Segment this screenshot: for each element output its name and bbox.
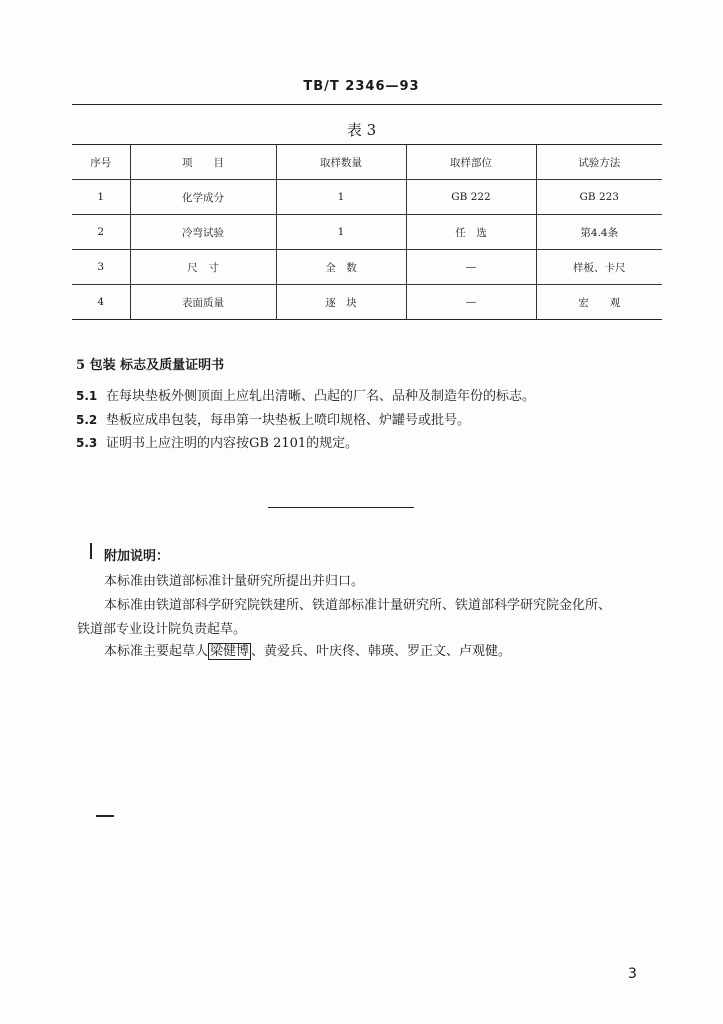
- table-cell: 1: [276, 215, 406, 250]
- clause-number: 5.3: [76, 436, 98, 450]
- drafters-line: [104, 640, 511, 659]
- table-cell: 样板、卡尺: [536, 250, 662, 285]
- table-caption: 表 3: [346, 121, 377, 139]
- table-cell: 2: [97, 226, 105, 238]
- table-cell: —: [406, 250, 536, 285]
- clause: [76, 432, 358, 451]
- table-cell: 1: [97, 191, 105, 203]
- clause: [76, 409, 470, 428]
- table-cell: GB 222: [406, 180, 536, 215]
- table-cell: 尺 寸: [130, 250, 276, 285]
- table-cell: —: [406, 285, 536, 320]
- header-rule: [72, 104, 662, 105]
- notes-title: 附加说明：: [104, 549, 170, 564]
- table-cell: 表面质量: [130, 285, 276, 320]
- table-row: [72, 250, 662, 285]
- col-header: 序号: [90, 156, 112, 169]
- drafters-rest: 、黄爱兵、叶庆佟、韩瑛、罗正文、卢观健。: [251, 644, 512, 659]
- table-cell: 全 数: [276, 250, 406, 285]
- drafters-prefix: 本标准主要起草人: [104, 644, 209, 659]
- col-header: 取样数量: [276, 145, 406, 180]
- table-cell: 逐 块: [276, 285, 406, 320]
- table-cell: 第4.4条: [536, 215, 662, 250]
- clause-text: 垫板应成串包装，每串第一块垫板上喷印规格、炉罐号或批号。: [106, 413, 471, 428]
- table-cell: GB 223: [536, 180, 662, 215]
- test-table: [72, 144, 662, 320]
- col-header: 取样部位: [406, 145, 536, 180]
- scan-mark: [96, 815, 114, 817]
- notes-line: 铁道部专业设计院负责起草。: [77, 622, 247, 637]
- table-cell: 任 选: [406, 215, 536, 250]
- col-header: 试验方法: [536, 145, 662, 180]
- table-cell: 化学成分: [130, 180, 276, 215]
- clause-number: 5.1: [76, 389, 98, 403]
- table-row: [72, 215, 662, 250]
- table-header-row: [72, 145, 662, 180]
- section-title: 5 包装 标志及质量证明书: [76, 358, 225, 373]
- notes-line: 本标准由铁道部标准计量研究所提出并归口。: [104, 574, 365, 589]
- scan-mark: [90, 543, 92, 559]
- table-row: [72, 180, 662, 215]
- table-row: [72, 285, 662, 320]
- table-cell: 冷弯试验: [130, 215, 276, 250]
- col-header: 项 目: [130, 145, 276, 180]
- notes-line: 本标准由铁道部科学研究院铁建所、铁道部标准计量研究所、铁道部科学研究院金化所、: [104, 598, 612, 613]
- clause-text: 证明书上应注明的内容按GB 2101的规定。: [106, 436, 359, 451]
- table-cell: 3: [97, 261, 105, 273]
- table-cell: 4: [97, 296, 105, 308]
- clause-number: 5.2: [76, 413, 98, 427]
- document-code: TB/T 2346—93: [303, 79, 420, 94]
- drafter-boxed-name: 梁健博: [210, 644, 250, 659]
- clause-text: 在每块垫板外侧顶面上应轧出清晰、凸起的厂名、品种及制造年份的标志。: [106, 389, 536, 404]
- clause: [76, 385, 535, 404]
- section-divider: [268, 507, 414, 508]
- page-number: 3: [628, 966, 637, 982]
- table-cell: 宏 观: [536, 285, 662, 320]
- table-cell: 1: [276, 180, 406, 215]
